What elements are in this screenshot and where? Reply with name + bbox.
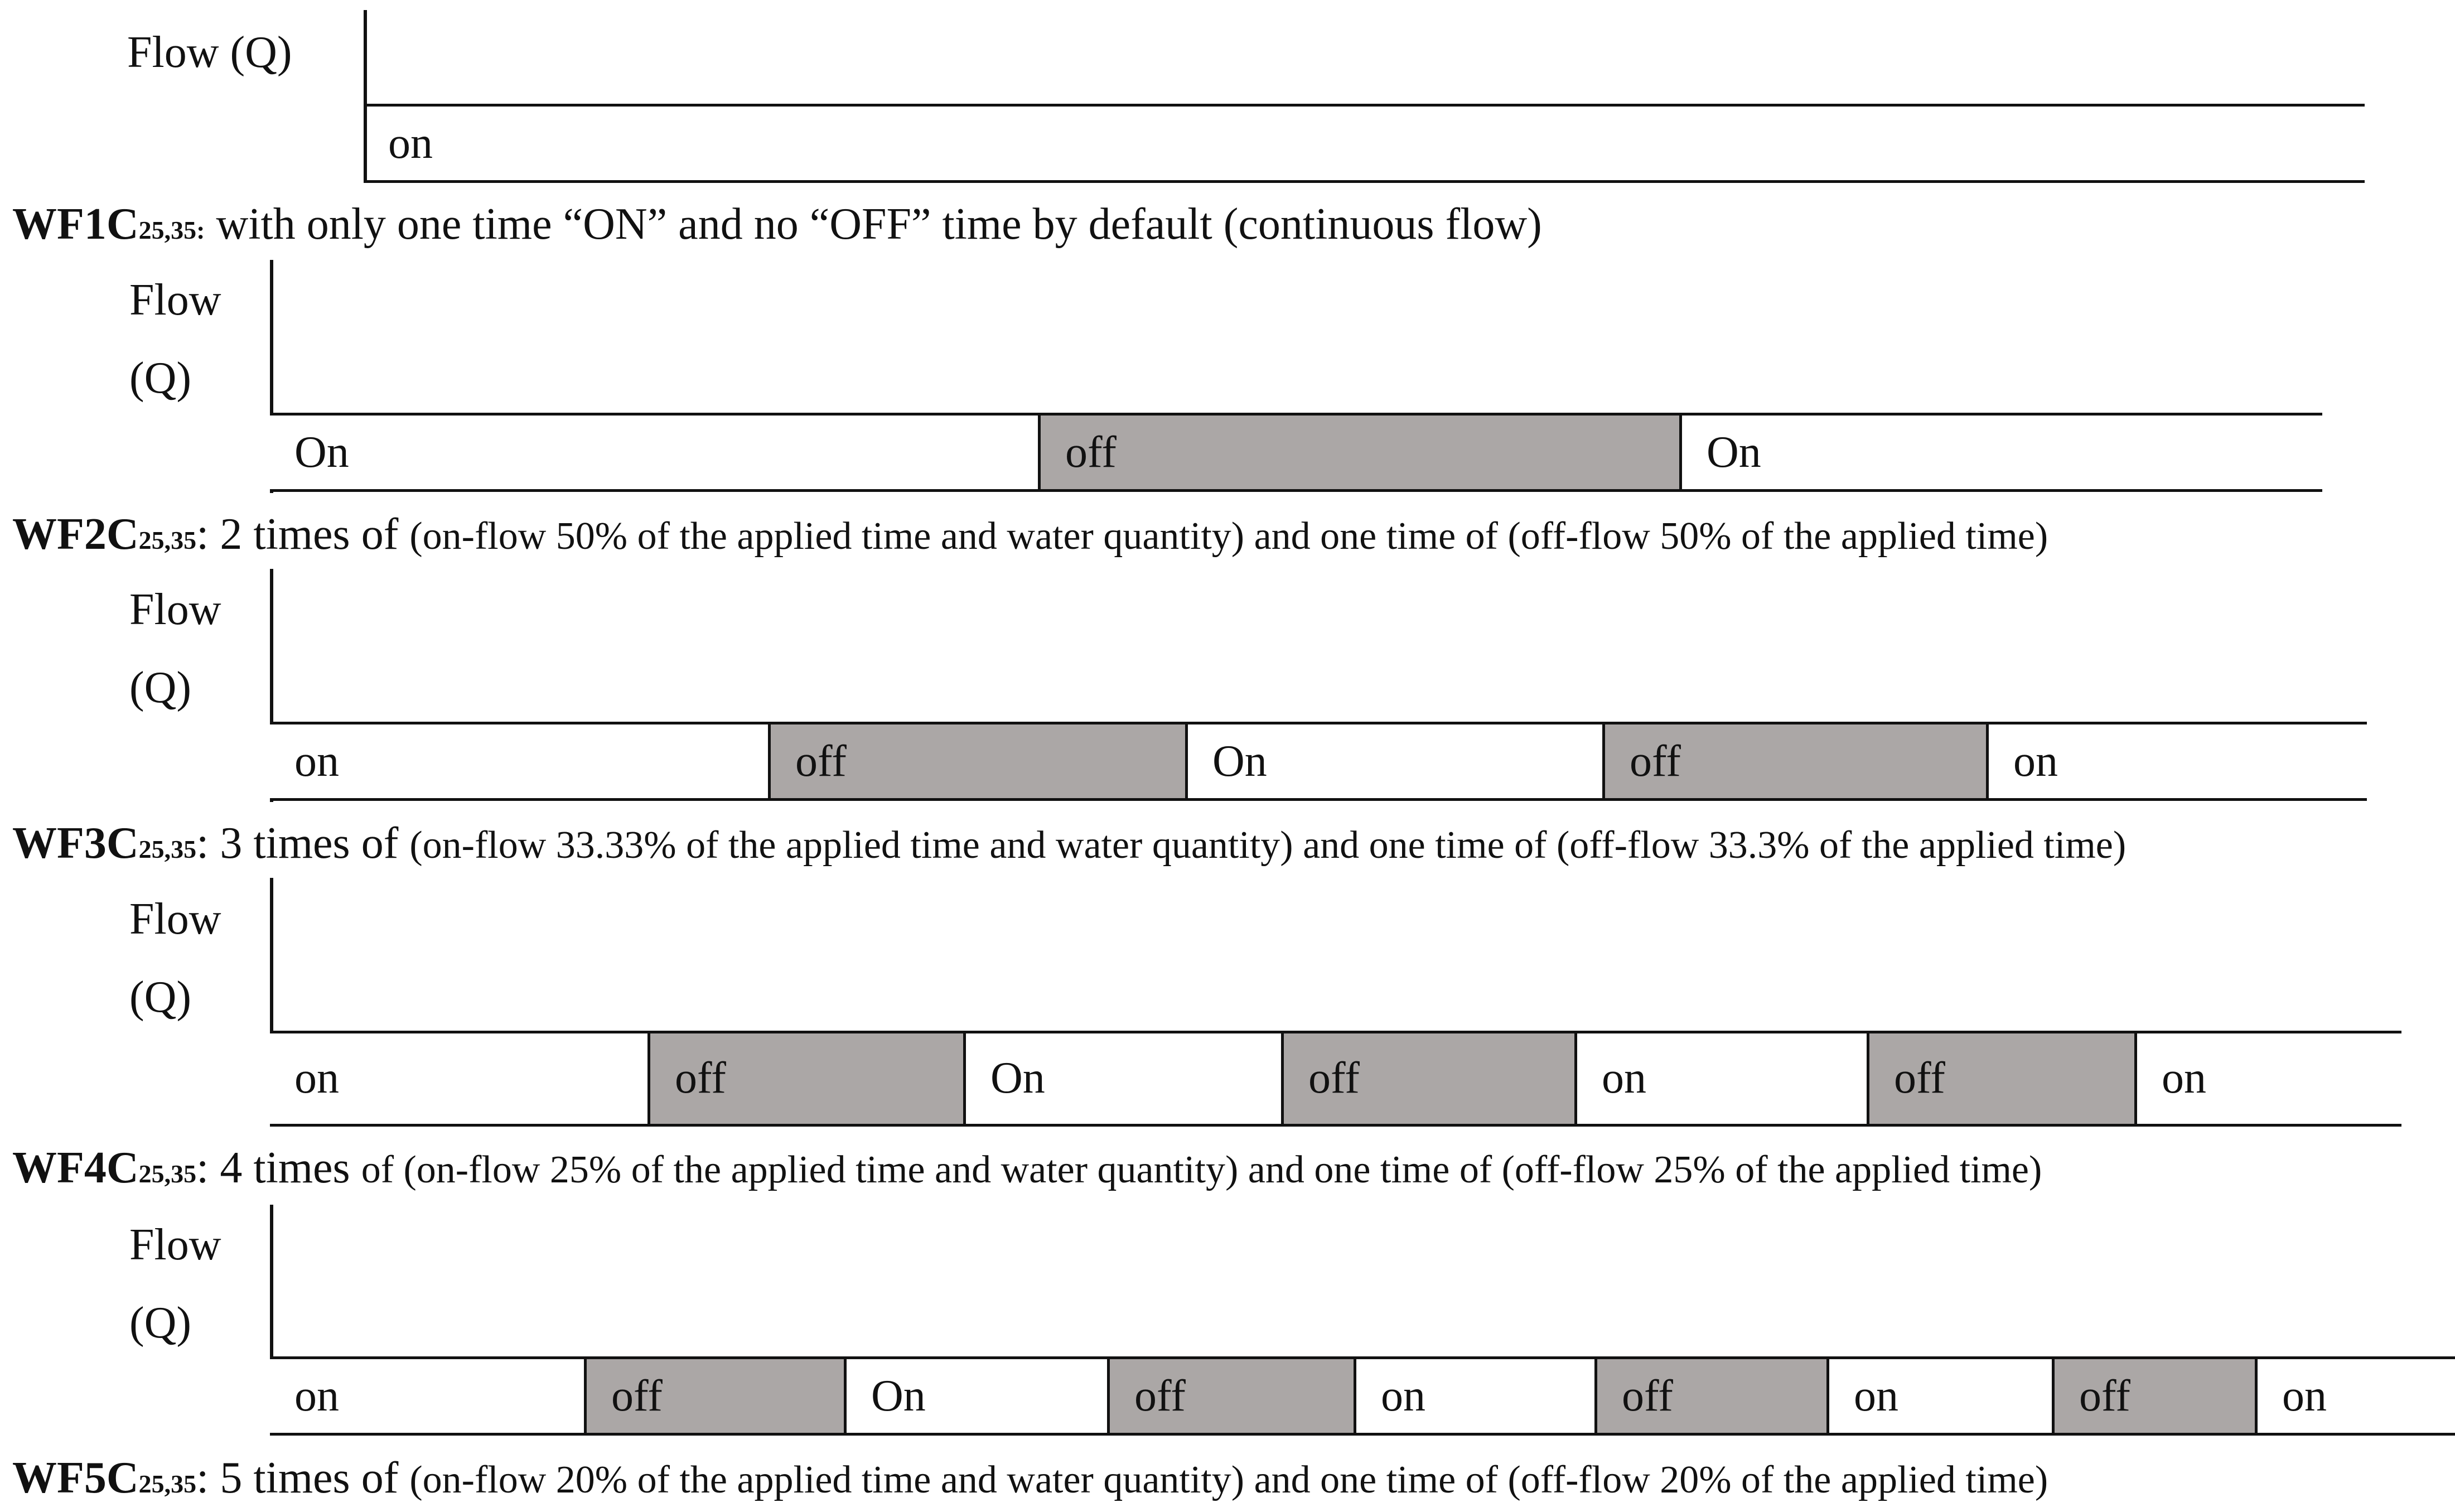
segment-on — [1829, 1359, 2055, 1433]
segment-on — [1188, 724, 1605, 798]
segment-off — [1597, 1359, 1829, 1433]
caption-text: : 4 times — [196, 1143, 361, 1192]
segment-label: off — [611, 1371, 663, 1421]
segment-on — [270, 1033, 650, 1124]
segment-on — [2258, 1359, 2455, 1433]
caption-code: WF2C — [12, 510, 139, 559]
segment-label: on — [1854, 1371, 1898, 1421]
segment-label: on — [2013, 737, 2058, 786]
caption-detail: (on-flow 33.33% of the applied time and water quantity) and one time of (off-flow 33.3% of the applied time) — [409, 824, 2127, 867]
segment-off — [1869, 1033, 2137, 1124]
segment-label: off — [795, 737, 847, 786]
segment-label: off — [1894, 1054, 1945, 1103]
segment-off — [771, 724, 1188, 798]
flow-timeline-band — [270, 413, 2322, 492]
caption-code: WF5C — [12, 1453, 139, 1503]
flow-label — [129, 261, 221, 339]
flow-timeline-band — [270, 1356, 2455, 1436]
caption-detail: (on-flow 50% of the applied time and water quantity) and one time of (off-flow 50% of the applied time) — [409, 515, 2048, 558]
caption-subscript: 25,35 — [138, 526, 197, 554]
caption-wf5c — [12, 1450, 2048, 1512]
segment-label: on — [1602, 1054, 1646, 1103]
segment-label: On — [871, 1371, 926, 1421]
flow-timeline-band — [270, 1031, 2401, 1127]
segment-on — [270, 1359, 587, 1433]
segment-label: on — [2282, 1371, 2327, 1421]
flow-label — [129, 880, 221, 958]
segment-label: off — [1630, 737, 1681, 786]
segment-label: On — [990, 1054, 1045, 1103]
flow-label — [127, 13, 292, 91]
segment-off — [2055, 1359, 2258, 1433]
flow-label-line1: Flow — [129, 276, 221, 325]
caption-detail: of (on-flow 25% of the applied time and water quantity) and one time of (off-flow 25% of the applied time) — [361, 1148, 2042, 1191]
caption-subscript: 25,35 — [138, 835, 197, 863]
segment-label: On — [294, 428, 349, 477]
flow-label — [129, 571, 221, 649]
flow-label — [129, 1206, 221, 1284]
segment-off — [587, 1359, 847, 1433]
segment-label: off — [2079, 1371, 2130, 1421]
flow-label-line2: (Q) — [129, 973, 192, 1022]
caption-wf4c — [12, 1140, 2042, 1202]
caption-code: WF1C — [12, 200, 139, 249]
segment-on — [966, 1033, 1284, 1124]
segment-off — [1605, 724, 1989, 798]
caption-subscript: 25,35: — [138, 216, 205, 244]
segment-off — [1284, 1033, 1577, 1124]
flow-label-line1: Flow — [129, 585, 221, 634]
flow-label-line2: (Q) — [129, 354, 192, 403]
caption-text: : 2 times of — [196, 510, 410, 559]
caption-wf1c — [12, 196, 1542, 258]
segment-label: On — [1707, 428, 1761, 477]
segment-label: off — [675, 1054, 726, 1103]
caption-text: : 3 times of — [196, 819, 410, 868]
segment-label: on — [1381, 1371, 1425, 1421]
caption-code: WF4C — [12, 1143, 139, 1192]
flow-label-line2-wrap — [129, 1284, 191, 1362]
flow-timeline-band — [270, 722, 2367, 801]
flow-label-line2: (Q) — [129, 1298, 192, 1347]
segment-on — [364, 107, 2365, 180]
caption-subscript: 25,35 — [138, 1160, 197, 1188]
segment-off — [650, 1033, 966, 1124]
segment-label: off — [1134, 1371, 1186, 1421]
flow-label-text: Flow (Q) — [127, 28, 292, 77]
caption-code: WF3C — [12, 819, 139, 868]
caption-detail: (on-flow 20% of the applied time and water quantity) and one time of (off-flow 20% of the applied time) — [409, 1458, 2048, 1501]
segment-on — [1989, 724, 2367, 798]
segment-label: on — [2162, 1054, 2206, 1103]
segment-label: on — [294, 1371, 339, 1421]
segment-label: on — [294, 1054, 339, 1103]
segment-label: off — [1308, 1054, 1360, 1103]
segment-label: off — [1065, 428, 1117, 477]
segment-label: off — [1622, 1371, 1673, 1421]
segment-on — [1682, 416, 2322, 489]
flow-label-line2-wrap — [129, 958, 191, 1036]
segment-on — [2137, 1033, 2401, 1124]
caption-subscript: 25,35 — [138, 1470, 197, 1498]
segment-on — [270, 724, 771, 798]
segment-label: on — [388, 119, 433, 168]
flow-label-line2: (Q) — [129, 663, 192, 712]
caption-wf3c — [12, 815, 2126, 877]
segment-on — [1577, 1033, 1869, 1124]
caption-text: : 5 times of — [196, 1453, 410, 1503]
segment-label: on — [294, 737, 339, 786]
flow-timeline-band — [364, 104, 2365, 183]
caption-text: with only one time “ON” and no “OFF” time by default (continuous flow) — [205, 200, 1542, 249]
segment-on — [270, 416, 1041, 489]
segment-on — [1356, 1359, 1597, 1433]
segment-off — [1041, 416, 1682, 489]
segment-off — [1110, 1359, 1356, 1433]
flow-label-line2-wrap — [129, 649, 191, 727]
segment-label: On — [1212, 737, 1267, 786]
flow-label-line2-wrap — [129, 339, 191, 417]
segment-on — [847, 1359, 1110, 1433]
flow-label-line1: Flow — [129, 895, 221, 944]
flow-label-line1: Flow — [129, 1220, 221, 1269]
caption-wf2c — [12, 506, 2048, 568]
